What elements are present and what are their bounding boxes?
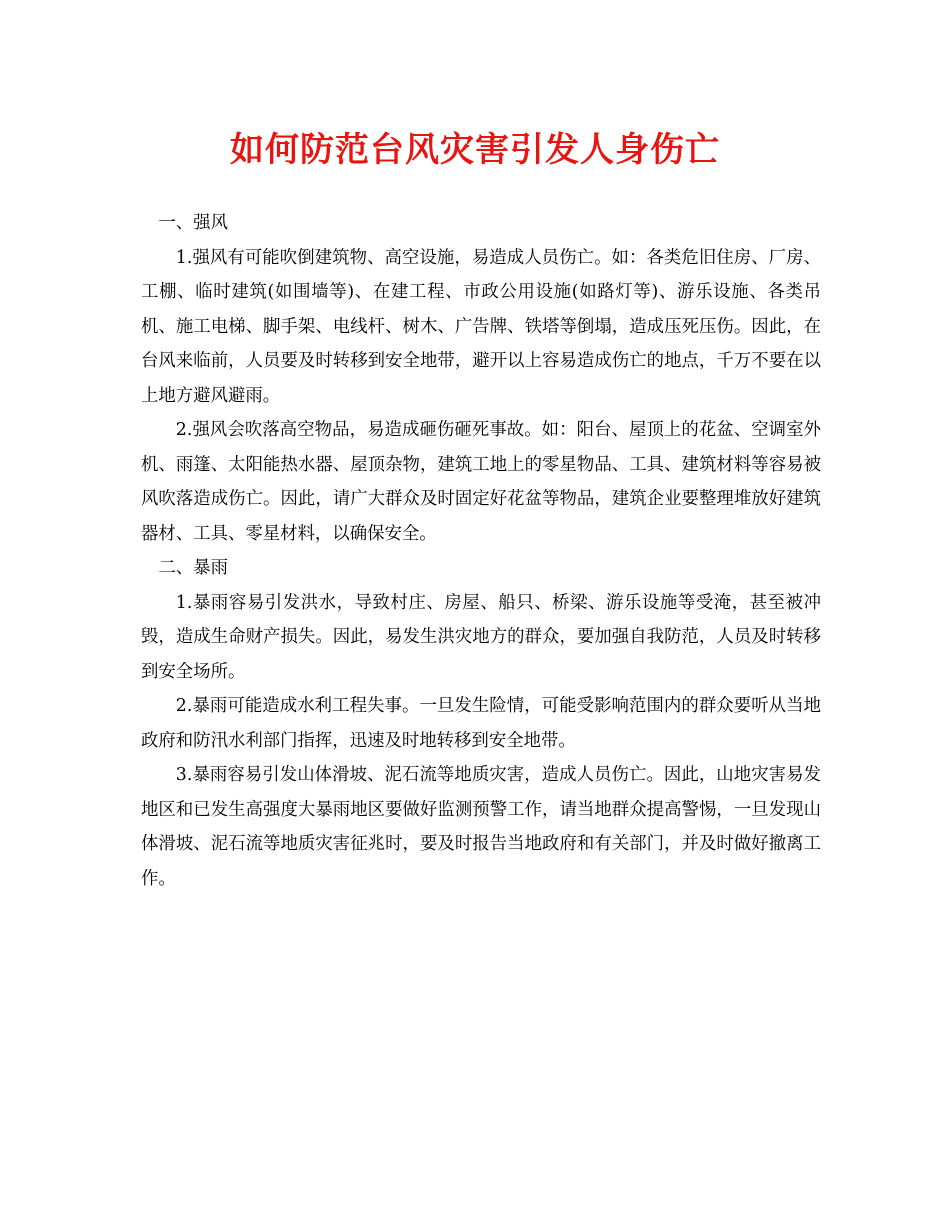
paragraph-wind-1: 1.强风有可能吹倒建筑物、高空设施，易造成人员伤亡。如：各类危旧住房、厂房、工棚、临时建筑(如围墙等)、在建工程、市政公用设施(如路灯等)、游乐设施、各类吊机、施工电梯、脚手架、电线杆、树木、广告牌、铁塔等倒塌，造成压死压伤。因此，在台风来临前，人员要及时转移到安全地带，避开以上容易造成伤亡的地点，千万不要在以上地方避风避雨。	[141, 247, 821, 406]
document-body	[141, 206, 821, 896]
document-title: 如何防范台风灾害引发人身伤亡	[230, 130, 720, 170]
paragraph-rain-2: 2.暴雨可能造成水利工程失事。一旦发生险情，可能受影响范围内的群众要听从当地政府和防汛水利部门指挥，迅速及时地转移到安全地带。	[141, 696, 821, 751]
paragraph-wind-2: 2.强风会吹落高空物品，易造成砸伤砸死事故。如：阳台、屋顶上的花盆、空调室外机、雨篷、太阳能热水器、屋顶杂物，建筑工地上的零星物品、工具、建筑材料等容易被风吹落造成伤亡。因此，请广大群众及时固定好花盆等物品，建筑企业要整理堆放好建筑器材、工具、零星材料，以确保安全。	[141, 420, 821, 544]
section-heading-strong-wind: 一、强风	[158, 213, 228, 233]
paragraph-rain-1: 1.暴雨容易引发洪水，导致村庄、房屋、船只、桥梁、游乐设施等受淹，甚至被冲毁，造成生命财产损失。因此，易发生洪灾地方的群众，要加强自我防范，人员及时转移到安全场所。	[141, 592, 821, 682]
section-heading-rainstorm: 二、暴雨	[158, 558, 228, 578]
paragraph-rain-3: 3.暴雨容易引发山体滑坡、泥石流等地质灾害，造成人员伤亡。因此，山地灾害易发地区和已发生高强度大暴雨地区要做好监测预警工作，请当地群众提高警惕，一旦发现山体滑坡、泥石流等地质灾害征兆时，要及时报告当地政府和有关部门，并及时做好撤离工作。	[141, 765, 821, 889]
